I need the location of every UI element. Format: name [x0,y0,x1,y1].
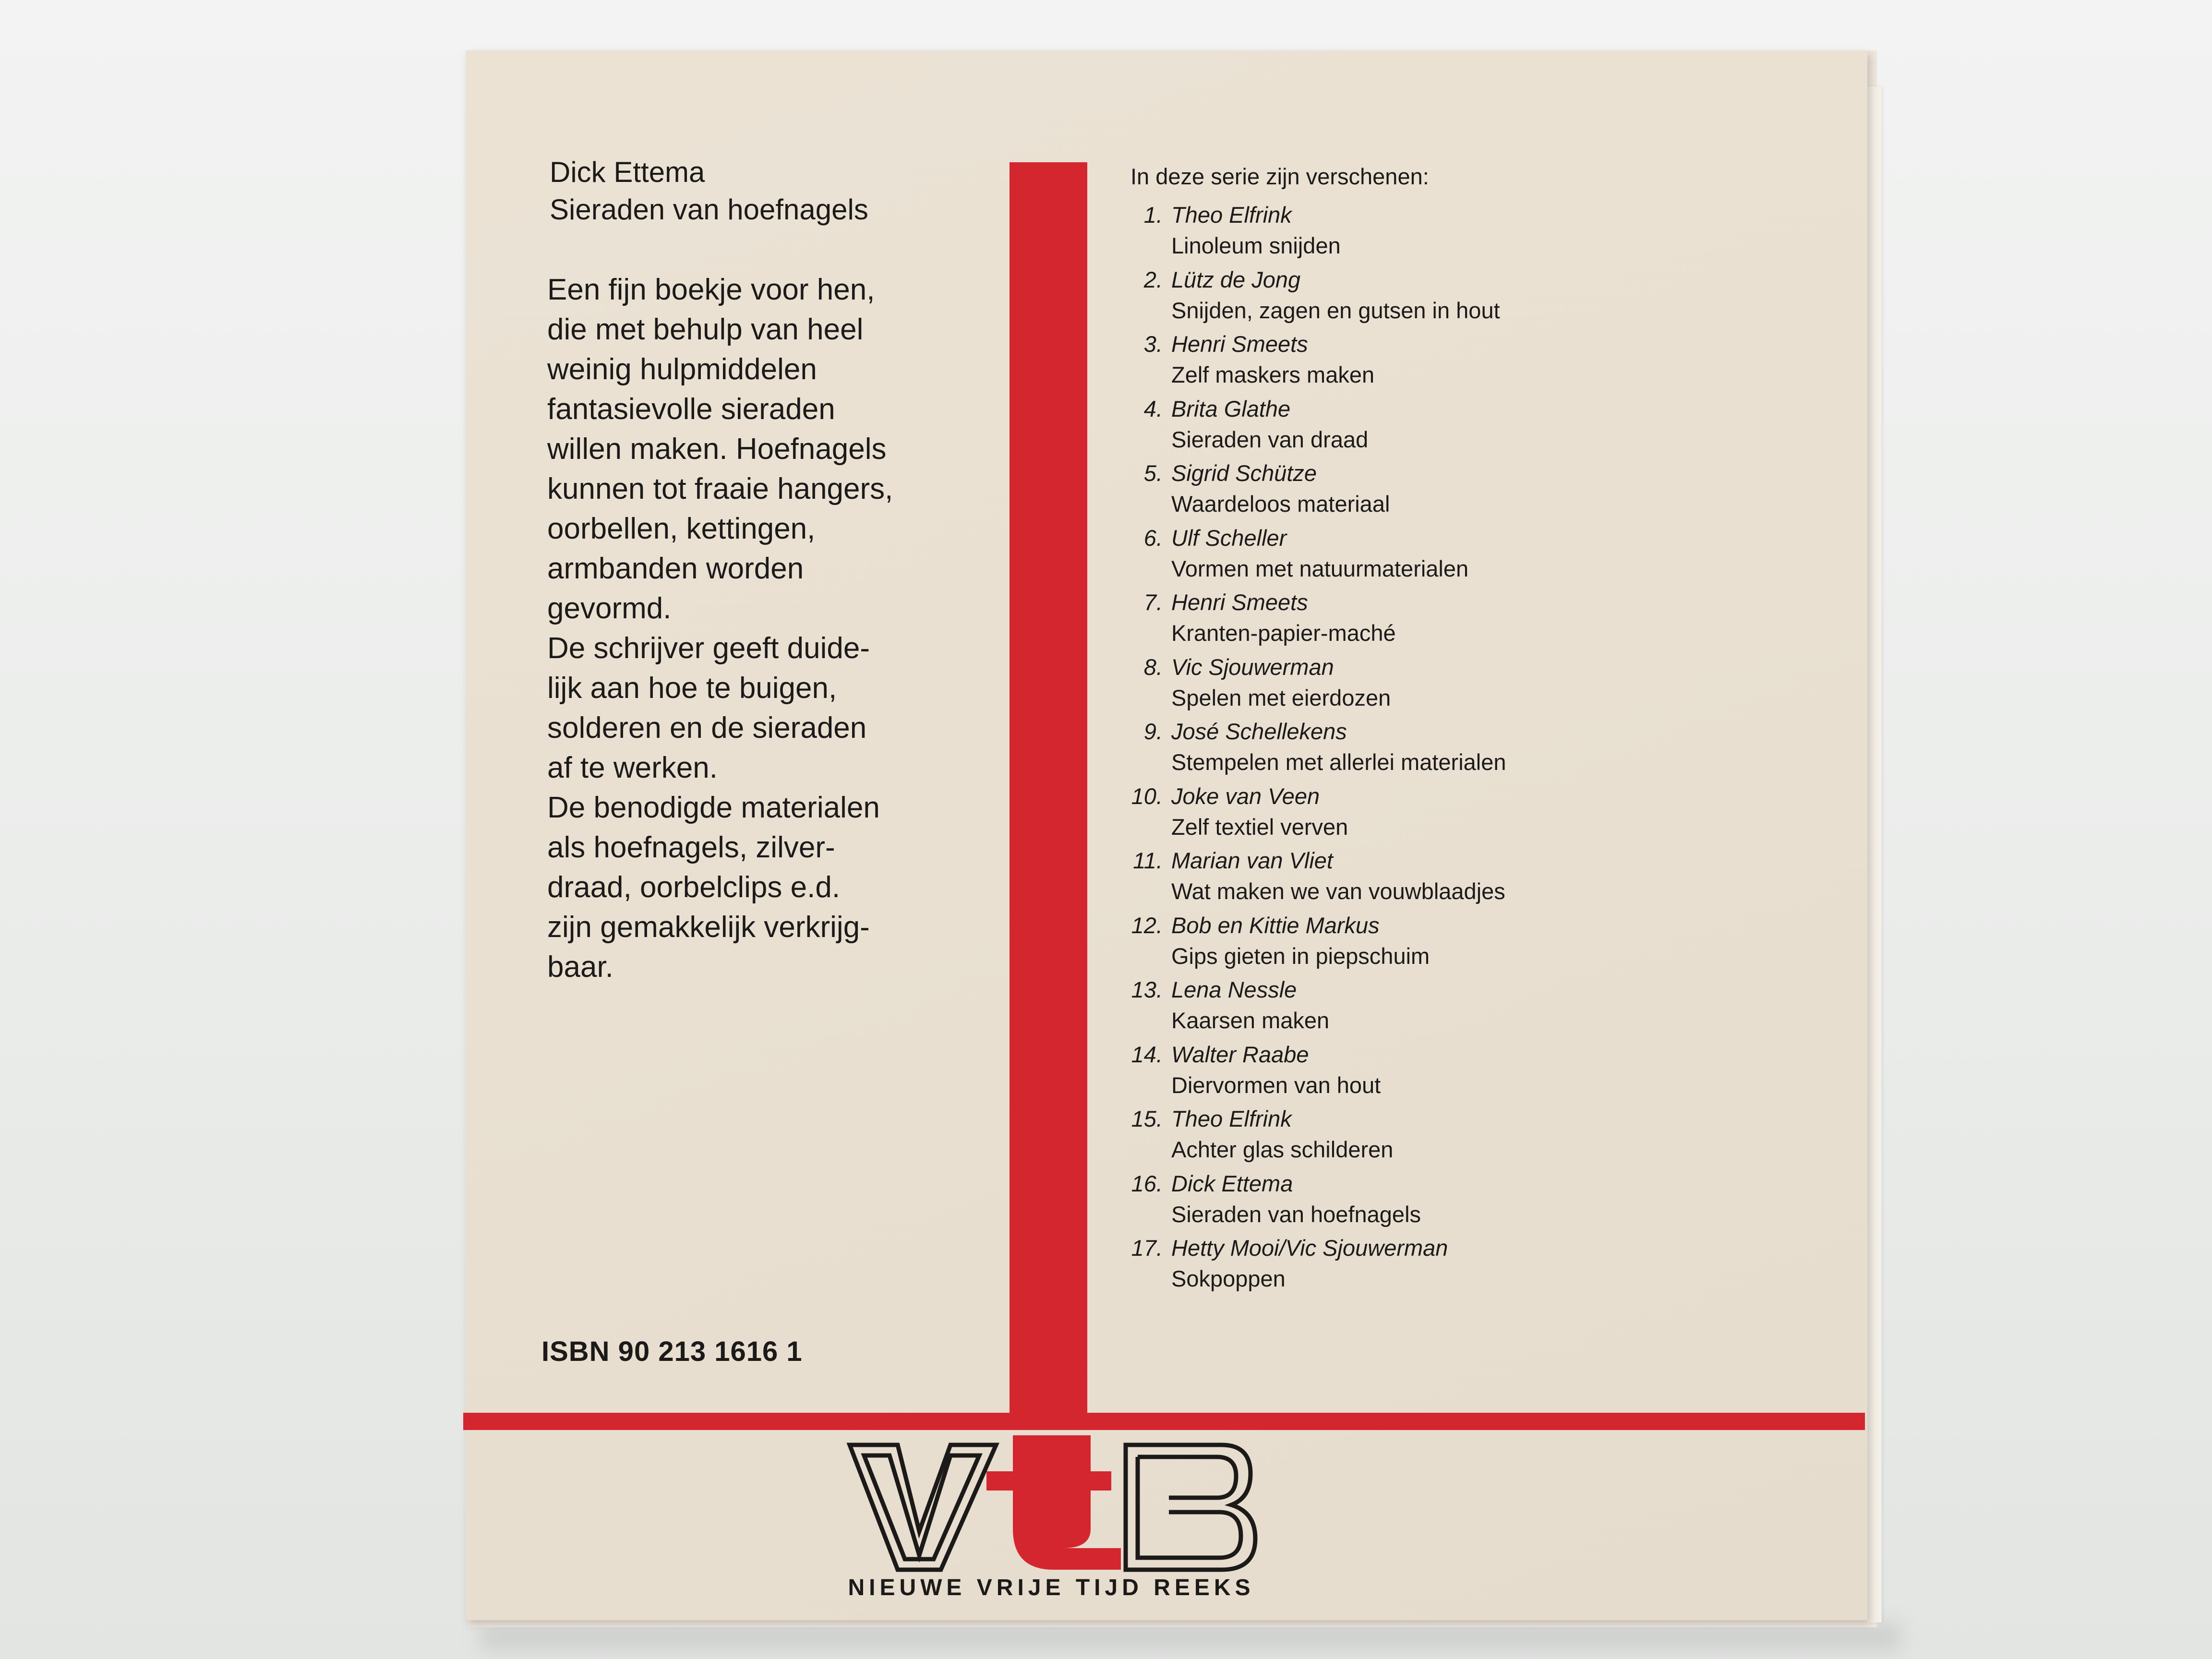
series-header: In deze serie zijn verschenen: [1130,164,1429,189]
entry-number: 1. [1143,202,1163,228]
series-entry [1118,976,1599,1041]
series-entry [1118,589,1599,654]
entry-number: 14. [1131,1041,1163,1067]
logo-letter-v [850,1445,996,1570]
entry-number: 5. [1143,460,1163,486]
entry-number: 13. [1131,977,1163,1002]
series-entry [1118,202,1599,266]
entry-number: 6. [1143,525,1163,551]
entry-title: Stempelen met allerlei materialen [1171,749,1506,775]
entry-title: Linoleum snijden [1171,233,1341,258]
logo-letter-b [1126,1445,1255,1570]
entry-author: Sigrid Schütze [1171,460,1317,486]
vtb-logo [842,1435,1265,1575]
entry-number: 16. [1131,1170,1163,1196]
isbn-label: ISBN 90 213 1616 1 [541,1336,803,1367]
entry-title: Waardeloos materiaal [1171,491,1390,517]
series-entry [1118,718,1599,783]
entry-title: Snijden, zagen en gutsen in hout [1171,297,1500,323]
entry-author: Theo Elfrink [1171,202,1292,228]
series-entry [1118,266,1599,331]
entry-author: Dick Ettema [1171,1170,1293,1196]
entry-number: 10. [1131,783,1163,809]
entry-title: Kranten-papier-maché [1171,620,1396,646]
entry-author: Vic Sjouwerman [1171,654,1334,680]
entry-author: Hetty Mooi/Vic Sjouwerman [1171,1235,1448,1261]
entry-number: 17. [1131,1235,1163,1261]
entry-title: Achter glas schilderen [1171,1137,1394,1162]
series-entry [1118,1106,1599,1170]
entry-number: 2. [1143,266,1163,292]
entry-title: Wat maken we van vouwblaadjes [1171,878,1505,904]
entry-author: Lütz de Jong [1171,266,1301,292]
cover-blurb: Een fijn boekje voor hen, die met behulp van heel weinig hulpmiddelen fantasievolle sieraden willen maken. Hoefnagels kunnen tot fraaie hangers, oorbellen, kettingen, armbanden worden gevormd. De schrijver geeft duide- lijk aan hoe te buigen, solderen en de sieraden af te werken. De benodigde materialen als hoefnagels, zilver- draad, oorbelclips e.d. zijn gemakkelijk verkrijg- baar. [547,273,893,984]
cover-title: Sieraden van hoefnagels [550,193,868,226]
series-entry [1118,654,1599,719]
entry-title: Sieraden van draad [1171,426,1369,452]
entry-author: Theo Elfrink [1171,1106,1292,1131]
entry-number: 11. [1133,848,1163,873]
series-entry [1118,783,1599,848]
entry-number: 7. [1143,589,1163,615]
series-entry [1118,396,1599,460]
entry-title: Zelf maskers maken [1171,362,1375,387]
entry-title: Diervormen van hout [1171,1072,1381,1098]
entry-author: Henri Smeets [1171,589,1308,615]
series-name-label: NIEUWE VRIJE TIJD REEKS [848,1575,1255,1600]
series-entry [1118,1170,1599,1235]
series-entry [1118,525,1599,589]
entry-number: 12. [1131,912,1163,938]
entry-author: Marian van Vliet [1171,848,1333,873]
entry-title: Sokpoppen [1171,1266,1286,1291]
entry-author: Henri Smeets [1171,331,1308,357]
entry-author: Brita Glathe [1171,396,1291,421]
entry-number: 9. [1143,719,1163,744]
entry-title: Kaarsen maken [1171,1008,1330,1033]
entry-title: Vormen met natuurmaterialen [1171,555,1469,581]
series-entry [1118,460,1599,525]
series-entry [1118,331,1599,396]
book-page-edge [1867,86,1882,1623]
series-entry [1118,847,1599,912]
entry-title: Gips gieten in piepschuim [1171,943,1430,969]
entry-title: Zelf textiel verven [1171,814,1348,840]
entry-author: José Schellekens [1171,719,1347,744]
entry-author: Ulf Scheller [1171,525,1287,551]
red-horizontal-bar [463,1413,1865,1430]
entry-number: 15. [1131,1106,1163,1131]
entry-author: Bob en Kittie Markus [1171,912,1380,938]
logo-letter-t [986,1435,1121,1570]
series-entry [1118,1235,1599,1299]
entry-title: Sieraden van hoefnagels [1171,1201,1421,1227]
series-list [1118,202,1599,1299]
series-entry [1118,1041,1599,1106]
entry-number: 3. [1143,331,1163,357]
red-vertical-bar [1010,162,1087,1413]
entry-author: Walter Raabe [1171,1041,1309,1067]
entry-title: Spelen met eierdozen [1171,685,1391,710]
cover-author: Dick Ettema [550,156,705,188]
entry-number: 8. [1143,654,1163,680]
series-entry [1118,912,1599,977]
entry-author: Joke van Veen [1171,783,1320,809]
entry-number: 4. [1143,396,1163,421]
entry-author: Lena Nessle [1171,977,1297,1002]
